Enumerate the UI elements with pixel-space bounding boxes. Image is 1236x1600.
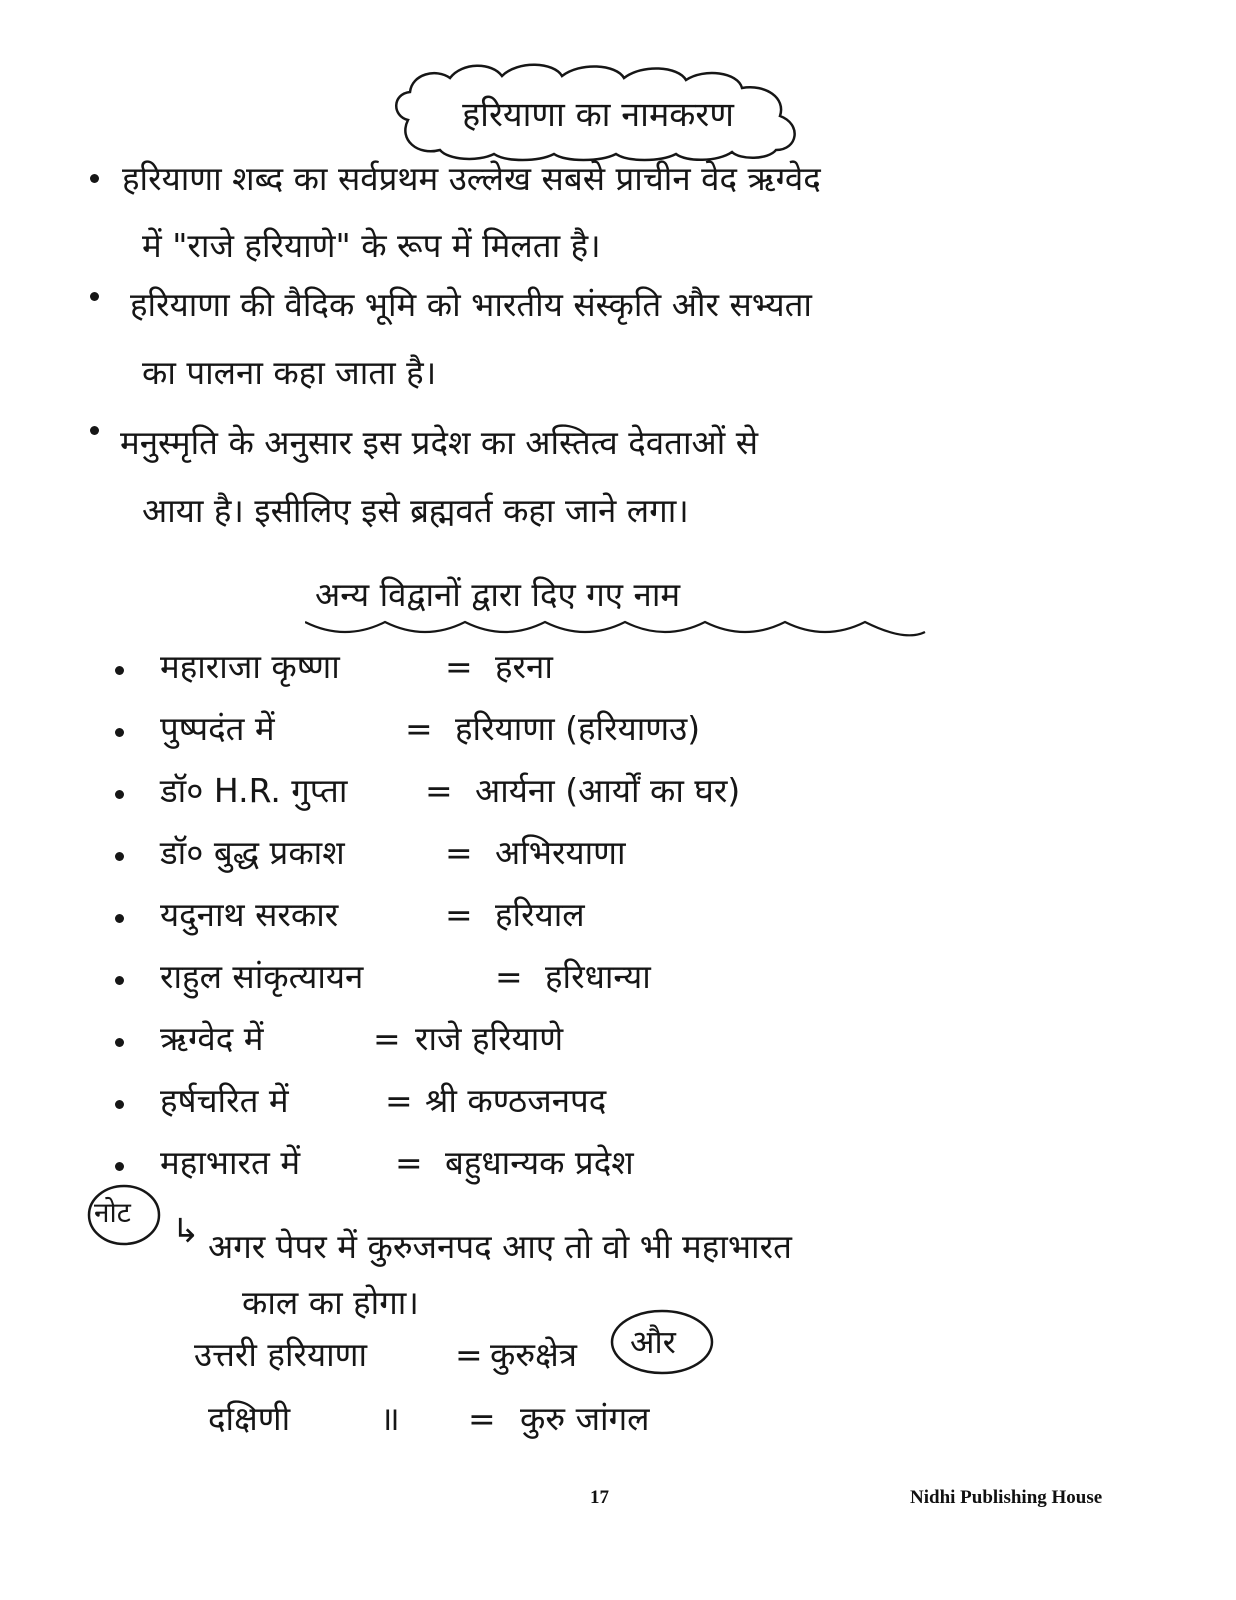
name-source: ऋग्वेद में	[160, 1019, 264, 1058]
name-value: आर्यना (आर्यों का घर)	[475, 771, 741, 810]
equals-sign: =	[385, 1081, 413, 1120]
note-label: नोट	[94, 1196, 131, 1229]
north-haryana-key: उत्तरी हरियाणा	[194, 1335, 368, 1374]
name-source: पुष्पदंत में	[160, 709, 275, 748]
name-value: हरियाल	[495, 895, 585, 934]
note-line-1: अगर पेपर में कुरुजनपद आए तो वो भी महाभारत	[208, 1227, 792, 1266]
list-item	[115, 708, 1015, 756]
paragraph-3-line-1: मनुस्मृति के अनुसार इस प्रदेश का अस्तित्व देवताओं से	[120, 423, 759, 462]
list-item	[115, 832, 1015, 880]
bullet-dot	[115, 1038, 124, 1047]
paragraph-2-line-1: हरियाणा की वैदिक भूमि को भारतीय संस्कृति और सभ्यता	[130, 285, 812, 324]
north-haryana-value: कुरुक्षेत्र	[490, 1335, 577, 1374]
equals-sign: =	[395, 1143, 423, 1182]
list-item	[115, 1142, 1015, 1190]
name-source: राहुल सांकृत्यायन	[160, 957, 364, 996]
name-value: हरना	[495, 647, 553, 686]
list-item	[115, 770, 1015, 818]
page-number: 17	[590, 1487, 609, 1508]
name-source: डॉ० बुद्ध प्रकाश	[160, 833, 345, 872]
equals-sign: =	[445, 833, 473, 872]
page-title: हरियाणा का नामकरण	[462, 95, 734, 135]
south-haryana-key: दक्षिणी	[208, 1399, 291, 1438]
name-value: श्री कण्ठजनपद	[425, 1081, 607, 1120]
equals-sign: =	[455, 1335, 483, 1374]
ditto-mark: ॥	[380, 1399, 400, 1438]
equals-sign: =	[445, 895, 473, 934]
note-arrow-icon: ↳	[172, 1211, 200, 1250]
bullet-dot	[115, 852, 124, 861]
bullet-dot	[90, 292, 99, 301]
bullet-dot	[90, 174, 99, 183]
equals-sign: =	[425, 771, 453, 810]
list-item	[115, 646, 1015, 694]
list-item	[115, 1080, 1015, 1128]
equals-sign: =	[405, 709, 433, 748]
paragraph-1-line-2: में "राजे हरियाणे" के रूप में मिलता है।	[142, 226, 601, 265]
note-badge	[86, 1183, 162, 1247]
name-source: महाभारत में	[160, 1143, 301, 1182]
name-source: महाराजा कृष्णा	[160, 647, 340, 686]
note-line-2: काल का होगा।	[242, 1283, 419, 1322]
aur-badge	[608, 1308, 716, 1376]
name-value: बहुधान्यक प्रदेश	[445, 1143, 634, 1182]
page-title-cloud	[388, 58, 808, 162]
list-item	[115, 956, 1015, 1004]
bullet-dot	[115, 790, 124, 799]
name-source: डॉ० H.R. गुप्ता	[160, 771, 348, 810]
bullet-dot	[115, 976, 124, 985]
bullet-dot	[115, 728, 124, 737]
publisher-name: Nidhi Publishing House	[910, 1487, 1103, 1508]
list-item	[115, 1018, 1015, 1066]
name-value: राजे हरियाणे	[415, 1019, 564, 1058]
equals-sign: =	[373, 1019, 401, 1058]
equals-sign: =	[495, 957, 523, 996]
name-value: हरियाणा (हरियाणउ)	[455, 709, 701, 748]
bullet-dot	[115, 914, 124, 923]
other-names-subheading	[305, 574, 945, 654]
bullet-dot	[115, 1162, 124, 1171]
equals-sign: =	[468, 1399, 496, 1438]
paragraph-2-line-2: का पालना कहा जाता है।	[142, 353, 437, 392]
name-source: यदुनाथ सरकार	[160, 895, 339, 934]
bullet-dot	[90, 426, 99, 435]
south-haryana-value: कुरु जांगल	[520, 1399, 650, 1438]
paragraph-1-line-1: हरियाणा शब्द का सर्वप्रथम उल्लेख सबसे प्राचीन वेद ऋग्वेद	[122, 159, 821, 198]
name-value: अभिरयाणा	[495, 833, 626, 872]
name-source: हर्षचरित में	[160, 1081, 289, 1120]
bullet-dot	[115, 666, 124, 675]
equals-sign: =	[445, 647, 473, 686]
paragraph-3-line-2: आया है। इसीलिए इसे ब्रह्मवर्त कहा जाने लगा।	[142, 491, 689, 530]
name-value: हरिधान्या	[545, 957, 651, 996]
aur-text: और	[630, 1323, 676, 1361]
bullet-dot	[115, 1100, 124, 1109]
subheading-text: अन्य विद्वानों द्वारा दिए गए नाम	[315, 575, 681, 614]
list-item	[115, 894, 1015, 942]
